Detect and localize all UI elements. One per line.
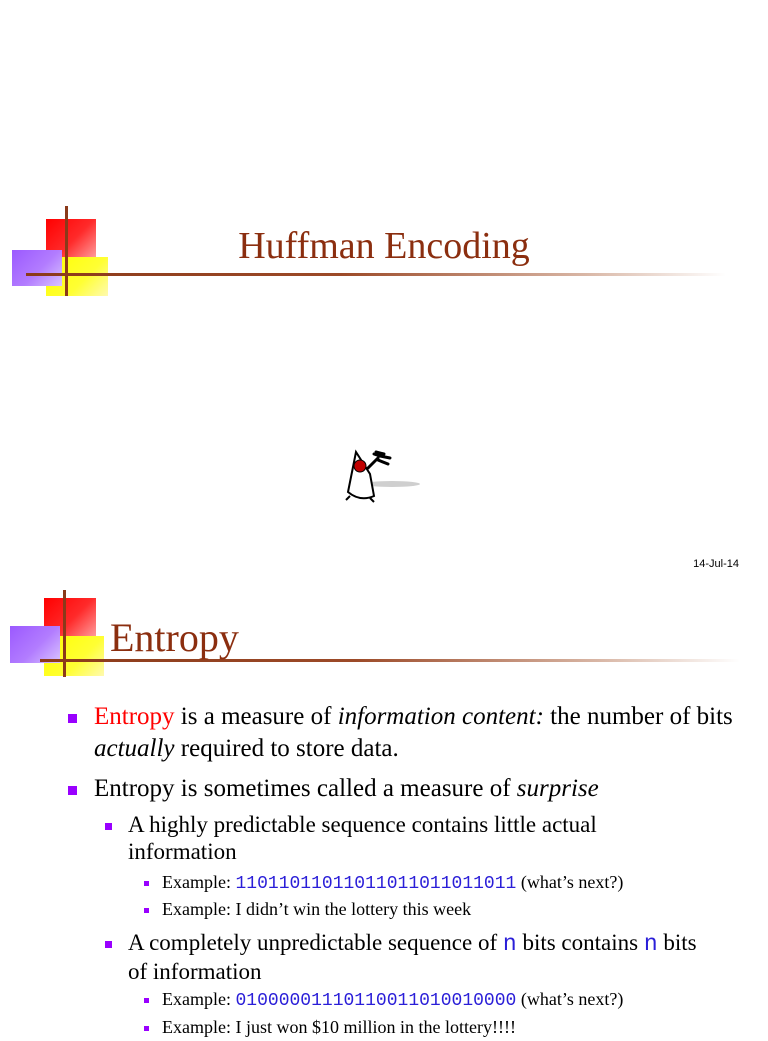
bullet-marker bbox=[68, 786, 77, 795]
sub-sub-bullet-marker bbox=[144, 998, 149, 1003]
example-prefix: Example: bbox=[162, 899, 236, 919]
example-prefix: Example: bbox=[162, 872, 236, 892]
bullet-text: bits contains bbox=[516, 930, 644, 955]
slide1-title: Huffman Encoding bbox=[238, 225, 530, 267]
sub-sub-bullet-marker bbox=[144, 1026, 149, 1031]
sub-bullet-marker bbox=[105, 823, 112, 830]
bullet-entropy-definition bbox=[94, 701, 734, 765]
bullet-text: bits of information bbox=[128, 930, 697, 984]
example-suffix: (what’s next?) bbox=[516, 989, 624, 1009]
example-prefix: Example: bbox=[162, 989, 236, 1009]
slide-date: 14-Jul-14 bbox=[693, 558, 739, 570]
example-prefix: Example: bbox=[162, 1017, 236, 1037]
example-code: 11011011011011011011011011 bbox=[235, 874, 517, 894]
bullet-emphasis: actually bbox=[94, 735, 175, 762]
sub-bullet-marker bbox=[105, 941, 112, 948]
bullet-surprise bbox=[94, 773, 734, 805]
bullet-text: the number of bits bbox=[543, 703, 733, 730]
sub-sub-bullet-marker bbox=[144, 881, 149, 886]
example-suffix: (what’s next?) bbox=[516, 872, 624, 892]
bullet-emphasis: information content: bbox=[337, 703, 544, 730]
bullet-text: Entropy is sometimes called a measure of bbox=[94, 775, 517, 802]
bullet-text: required to store data. bbox=[174, 735, 399, 762]
bullet-marker bbox=[68, 714, 77, 723]
bullet-emphasis: surprise bbox=[516, 775, 599, 802]
example-suffix: I didn’t win the lottery this week bbox=[235, 899, 472, 919]
example-lottery-lost bbox=[162, 896, 742, 923]
entropy-term: Entropy bbox=[94, 703, 175, 730]
bullet-text: is a measure of bbox=[174, 703, 338, 730]
example-predictable-sequence bbox=[162, 869, 742, 898]
sub-bullet-predictable: A highly predictable sequence contains little actual information bbox=[128, 812, 597, 864]
variable-n: n bbox=[643, 931, 658, 957]
example-lottery-won bbox=[162, 1014, 742, 1041]
example-code: 01000001110110011010010000 bbox=[235, 991, 517, 1011]
sub-bullet-unpredictable bbox=[128, 929, 708, 985]
variable-n: n bbox=[502, 931, 517, 957]
slide2-title: Entropy bbox=[110, 615, 239, 660]
example-unpredictable-sequence bbox=[162, 986, 742, 1015]
bullet-text: A completely unpredictable sequence of bbox=[128, 930, 503, 955]
example-suffix: I just won $10 million in the lottery!!!! bbox=[235, 1017, 516, 1037]
duke-mascot-icon bbox=[340, 446, 424, 506]
sub-sub-bullet-marker bbox=[144, 908, 149, 913]
